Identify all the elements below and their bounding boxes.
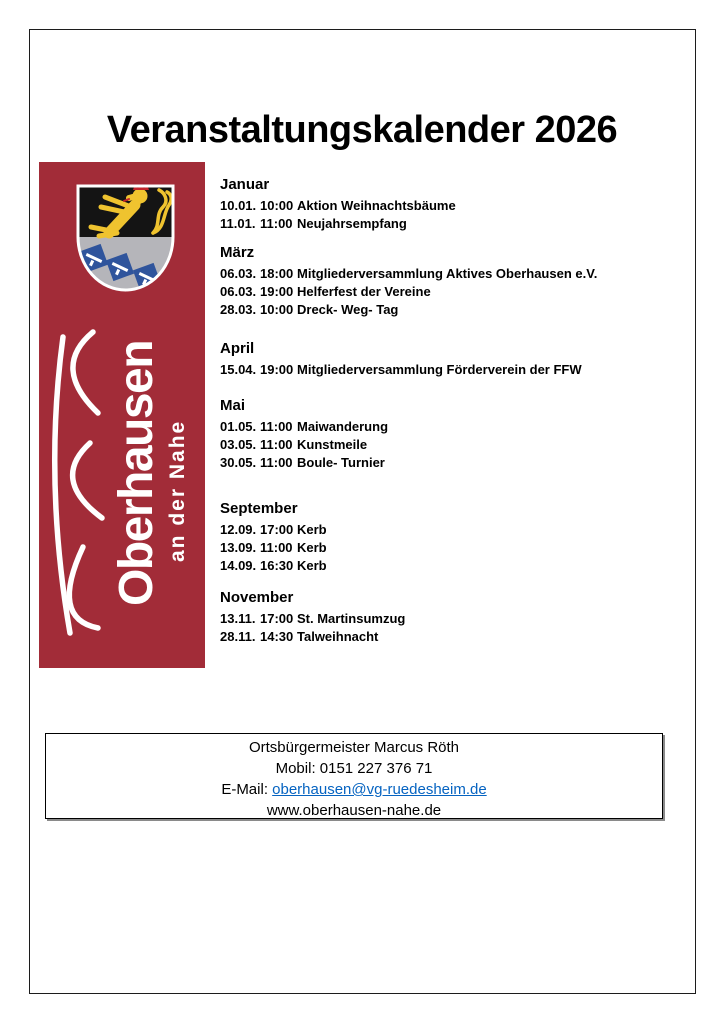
event-date: 28.03. (220, 302, 257, 317)
page-title: Veranstaltungskalender 2026 (106, 109, 618, 152)
month-header: Januar (220, 176, 270, 193)
month-section (220, 175, 680, 233)
event-date: 10.01. (220, 198, 257, 213)
email-link[interactable]: oberhausen@vg-ruedesheim.de (272, 781, 487, 798)
event-row (220, 301, 680, 319)
month-section (220, 396, 680, 472)
month-section (220, 339, 680, 379)
month-header: März (220, 244, 255, 261)
contact-website: www.oberhausen-nahe.de (266, 802, 442, 819)
event-date: 06.03. (220, 266, 257, 281)
event-date: 11.01. (220, 216, 256, 231)
event-title: Kerb (297, 522, 327, 537)
event-date: 01.05. (220, 419, 257, 434)
event-title: Neujahrsempfang (297, 216, 407, 231)
event-time: 11:00 (260, 419, 293, 434)
contact-email-line (46, 779, 662, 800)
event-row (220, 265, 680, 283)
event-row (220, 215, 680, 233)
event-row (220, 197, 680, 215)
event-row (220, 436, 680, 454)
event-date: 13.09. (220, 540, 257, 555)
event-time: 17:00 (260, 611, 294, 626)
event-time: 11:00 (260, 455, 293, 470)
month-section (220, 243, 680, 319)
event-title: Talweihnacht (297, 629, 379, 644)
event-time: 19:00 (260, 284, 294, 299)
event-date: 06.03. (220, 284, 257, 299)
event-time: 10:00 (260, 302, 294, 317)
event-calendar-list (220, 175, 680, 646)
month-section (220, 588, 680, 646)
event-title: Aktion Weihnachtsbäume (297, 198, 456, 213)
event-title: Boule- Turnier (297, 455, 385, 470)
event-time: 11:00 (260, 540, 293, 555)
event-row (220, 521, 680, 539)
event-row (220, 454, 680, 472)
event-row (220, 628, 680, 646)
event-row (220, 283, 680, 301)
event-row (220, 557, 680, 575)
event-title: Kerb (297, 540, 327, 555)
event-row (220, 539, 680, 557)
event-title: Maiwanderung (297, 419, 389, 434)
banner-town-name: Oberhausen (110, 340, 163, 606)
event-date: 12.09. (220, 522, 257, 537)
event-title: Helferfest der Vereine (297, 284, 431, 299)
municipality-banner (39, 162, 205, 668)
month-header: Mai (220, 397, 246, 414)
event-time: 17:00 (260, 522, 294, 537)
month-header: April (220, 340, 255, 357)
event-time: 16:30 (260, 558, 294, 573)
contact-mobile: Mobil: 0151 227 376 71 (275, 760, 433, 777)
contact-name: Ortsbürgermeister Marcus Röth (248, 739, 460, 756)
event-title: Dreck- Weg- Tag (297, 302, 399, 317)
event-row (220, 610, 680, 628)
event-title: Mitgliederversammlung Förderverein der FFW (297, 362, 582, 377)
event-date: 30.05. (220, 455, 257, 470)
month-section (220, 499, 680, 575)
event-time: 18:00 (260, 266, 294, 281)
event-time: 14:30 (260, 629, 294, 644)
contact-box (45, 733, 663, 819)
event-time: 11:00 (260, 437, 293, 452)
event-time: 11:00 (260, 216, 293, 231)
event-date: 28.11. (220, 629, 256, 644)
event-date: 03.05. (220, 437, 257, 452)
event-date: 13.11. (220, 611, 256, 626)
event-title: Mitgliederversammlung Aktives Oberhausen e.V. (297, 266, 598, 281)
month-header: November (220, 589, 294, 606)
event-title: Kerb (297, 558, 327, 573)
event-time: 10:00 (260, 198, 294, 213)
event-time: 19:00 (260, 362, 294, 377)
email-label: E-Mail: (221, 781, 268, 798)
event-date: 14.09. (220, 558, 257, 573)
month-header: September (220, 500, 298, 517)
banner-town-subtitle: an der Nahe (166, 419, 189, 562)
event-title: Kunstmeile (297, 437, 368, 452)
event-row (220, 361, 680, 379)
event-date: 15.04. (220, 362, 257, 377)
event-row (220, 418, 680, 436)
event-title: St. Martinsumzug (297, 611, 406, 626)
